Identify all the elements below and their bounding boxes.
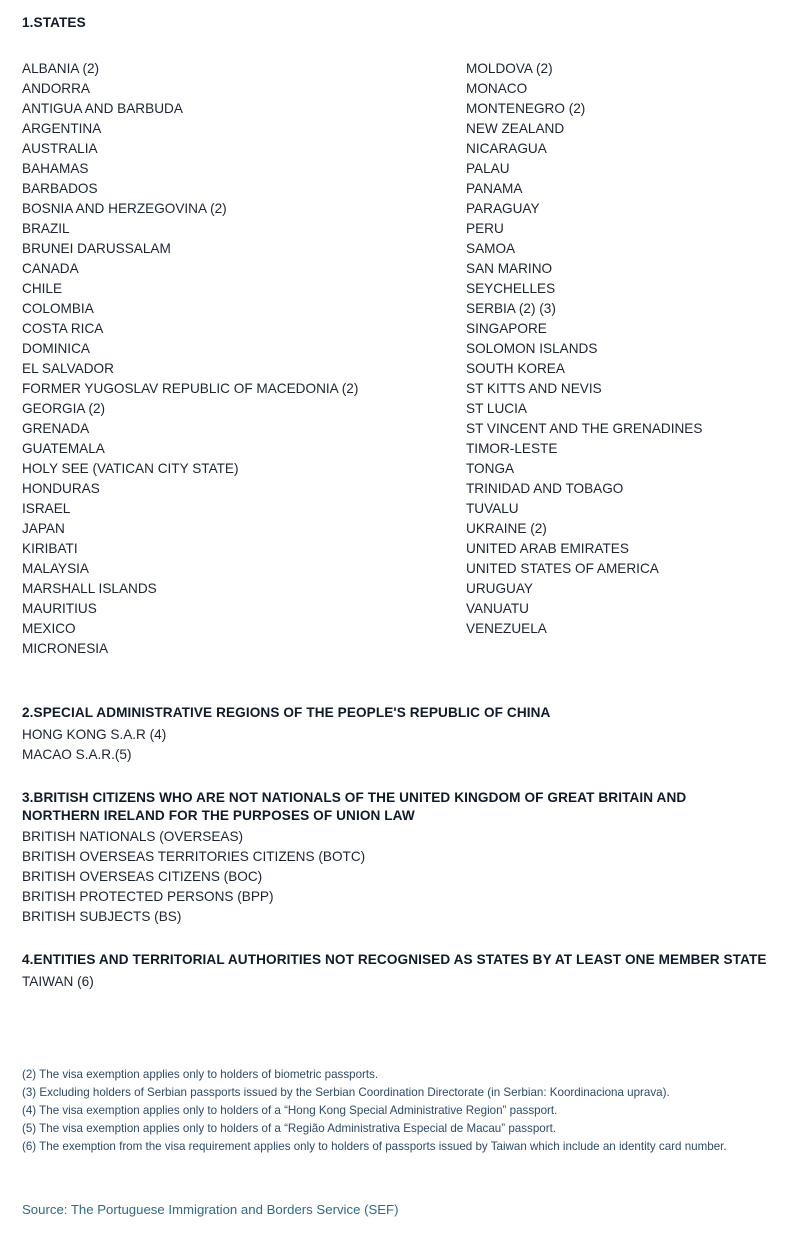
list-item: HONG KONG S.A.R (4)	[22, 726, 167, 742]
list-item: BRUNEI DARUSSALAM	[22, 241, 171, 257]
list-item: PERU	[466, 221, 504, 237]
list-item: MONTENEGRO (2)	[466, 101, 586, 117]
section-title-british-citizens: 3.BRITISH CITIZENS WHO ARE NOT NATIONALS OF THE UNITED KINGDOM OF GREAT BRITAIN AND NORTHERN IRELAND FOR THE PURPOSES OF UNION LAW	[22, 789, 687, 824]
footnote: (5) The visa exemption applies only to holders of a “Região Administrativa Especial de Macau” passport.	[22, 1121, 557, 1135]
list-item: MONACO	[466, 81, 528, 97]
list-item: NICARAGUA	[466, 141, 547, 157]
british-citizens-list	[22, 827, 785, 927]
list-item: JAPAN	[22, 521, 65, 537]
list-item: BRITISH SUBJECTS (BS)	[22, 909, 182, 925]
list-item: URUGUAY	[466, 581, 533, 597]
list-item: SOLOMON ISLANDS	[466, 341, 598, 357]
list-item: PARAGUAY	[466, 201, 540, 217]
list-item: GUATEMALA	[22, 441, 105, 457]
list-item: TONGA	[466, 461, 515, 477]
section-title-sar-china: 2.SPECIAL ADMINISTRATIVE REGIONS OF THE PEOPLE'S REPUBLIC OF CHINA	[22, 705, 551, 721]
list-item: HOLY SEE (VATICAN CITY STATE)	[22, 461, 239, 477]
sar-china-list	[22, 725, 785, 765]
list-item: SERBIA (2) (3)	[466, 301, 556, 317]
list-item: CHILE	[22, 281, 63, 297]
entities-list	[22, 972, 785, 992]
list-item: MOLDOVA (2)	[466, 61, 553, 77]
list-item: BRITISH OVERSEAS TERRITORIES CITIZENS (BOTC)	[22, 849, 366, 865]
list-item: VANUATU	[466, 601, 529, 617]
states-column-left	[22, 59, 466, 659]
list-item: MEXICO	[22, 621, 76, 637]
list-item: ARGENTINA	[22, 121, 102, 137]
source-note: Source: The Portuguese Immigration and Borders Service (SEF)	[22, 1201, 399, 1217]
list-item: TIMOR-LESTE	[466, 441, 558, 457]
list-item: MARSHALL ISLANDS	[22, 581, 157, 597]
list-item: SOUTH KOREA	[466, 361, 565, 377]
footnote: (3) Excluding holders of Serbian passports issued by the Serbian Coordination Directorate (in Serbian: Koordinaciona uprava).	[22, 1085, 670, 1099]
list-item: MALAYSIA	[22, 561, 89, 577]
list-item: AUSTRALIA	[22, 141, 98, 157]
list-item: TUVALU	[466, 501, 519, 517]
list-item: BARBADOS	[22, 181, 98, 197]
section-title-entities: 4.ENTITIES AND TERRITORIAL AUTHORITIES NOT RECOGNISED AS STATES BY AT LEAST ONE MEMBER STATE	[22, 952, 767, 968]
section-title-states: 1.STATES	[22, 15, 86, 30]
list-item: BAHAMAS	[22, 161, 89, 177]
list-item: ANDORRA	[22, 81, 90, 97]
list-item: MAURITIUS	[22, 601, 97, 617]
states-column-right	[466, 59, 796, 659]
list-item: FORMER YUGOSLAV REPUBLIC OF MACEDONIA (2)	[22, 381, 359, 397]
list-item: ALBANIA (2)	[22, 61, 100, 77]
list-item: BRAZIL	[22, 221, 70, 237]
list-item: CANADA	[22, 261, 79, 277]
section-states	[22, 14, 785, 659]
list-item: MACAO S.A.R.(5)	[22, 746, 132, 762]
list-item: SAMOA	[466, 241, 516, 257]
list-item: KIRIBATI	[22, 541, 78, 557]
list-item: SEYCHELLES	[466, 281, 556, 297]
list-item: TRINIDAD AND TOBAGO	[466, 481, 624, 497]
list-item: GRENADA	[22, 421, 90, 437]
footnote: (2) The visa exemption applies only to holders of biometric passports.	[22, 1067, 379, 1081]
list-item: MICRONESIA	[22, 641, 109, 657]
list-item: BRITISH NATIONALS (OVERSEAS)	[22, 829, 244, 845]
list-item: BRITISH OVERSEAS CITIZENS (BOC)	[22, 869, 263, 885]
list-item: ISRAEL	[22, 501, 71, 517]
list-item: ANTIGUA AND BARBUDA	[22, 101, 183, 117]
list-item: UNITED STATES OF AMERICA	[466, 561, 659, 577]
list-item: ST KITTS AND NEVIS	[466, 381, 602, 397]
list-item: COSTA RICA	[22, 321, 104, 337]
section-entities	[22, 951, 785, 991]
list-item: UNITED ARAB EMIRATES	[466, 541, 629, 557]
list-item: DOMINICA	[22, 341, 90, 357]
list-item: GEORGIA (2)	[22, 401, 106, 417]
list-item: SINGAPORE	[466, 321, 547, 337]
list-item: ST LUCIA	[466, 401, 527, 417]
list-item: PALAU	[466, 161, 510, 177]
list-item: TAIWAN (6)	[22, 973, 94, 989]
list-item: BRITISH PROTECTED PERSONS (BPP)	[22, 889, 274, 905]
list-item: EL SALVADOR	[22, 361, 114, 377]
list-item: HONDURAS	[22, 481, 100, 497]
footnote: (6) The exemption from the visa requirement applies only to holders of passports issued by Taiwan which include an identity card number.	[22, 1139, 727, 1153]
list-item: SAN MARINO	[466, 261, 553, 277]
list-item: UKRAINE (2)	[466, 521, 547, 537]
list-item: PANAMA	[466, 181, 523, 197]
list-item: NEW ZEALAND	[466, 121, 565, 137]
section-sar-china	[22, 704, 785, 764]
states-columns	[22, 59, 785, 659]
footnotes	[22, 1066, 785, 1156]
list-item: VENEZUELA	[466, 621, 547, 637]
list-item: ST VINCENT AND THE GRENADINES	[466, 421, 703, 437]
list-item: BOSNIA AND HERZEGOVINA (2)	[22, 201, 227, 217]
section-british-citizens	[22, 789, 785, 928]
list-item: COLOMBIA	[22, 301, 94, 317]
footnote: (4) The visa exemption applies only to holders of a “Hong Kong Special Administrative Region” passport.	[22, 1103, 558, 1117]
